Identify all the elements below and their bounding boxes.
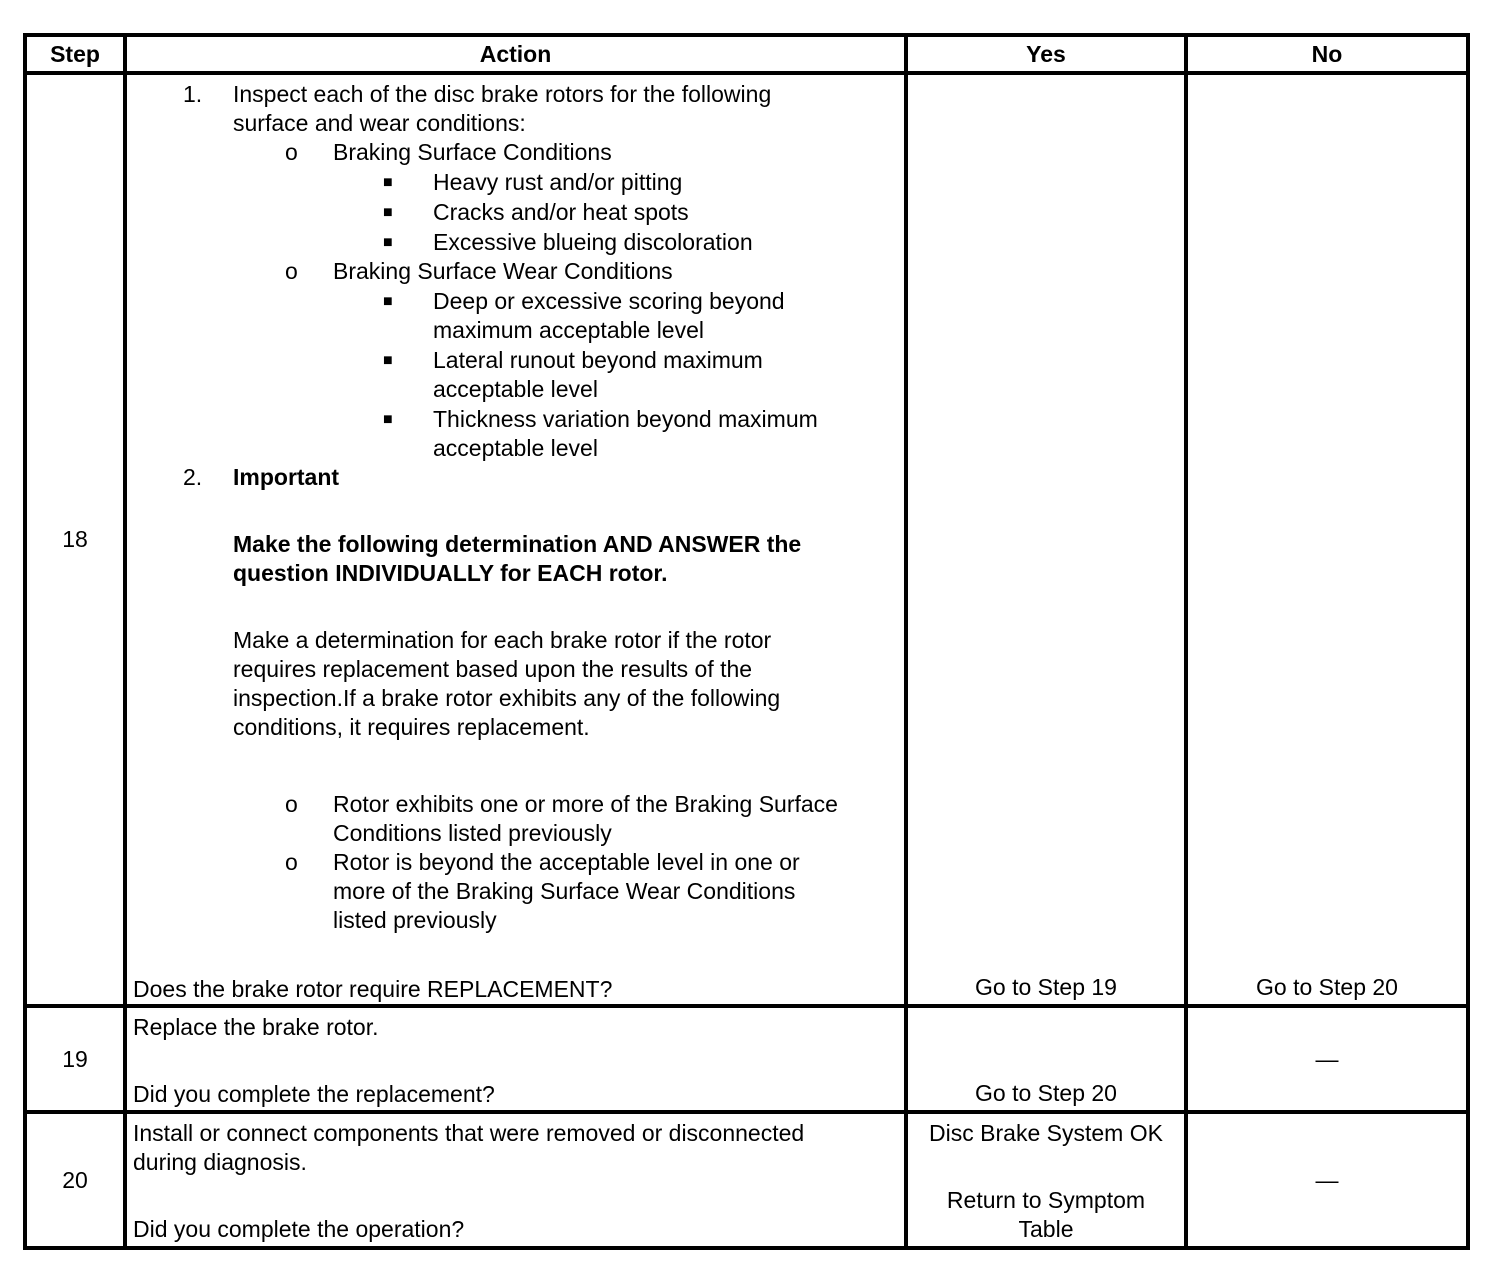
action-text: conditions, it requires replacement.: [233, 714, 590, 740]
square-bullet: ■: [383, 204, 393, 221]
list-item: more of the Braking Surface Wear Conditions: [333, 878, 796, 904]
step-number: 18: [25, 73, 125, 1006]
question-text: Does the brake rotor require REPLACEMENT?: [133, 976, 613, 1002]
square-bullet: ■: [383, 293, 393, 310]
list-item: acceptable level: [433, 435, 598, 461]
yes-text: Return to Symptom: [946, 1187, 1146, 1213]
list-item: Rotor is beyond the acceptable level in one or: [333, 849, 800, 875]
important-text: Make the following determination AND ANSWER the: [233, 531, 802, 557]
action-text: requires replacement based upon the results of the: [233, 656, 753, 682]
no-cell: Go to Step 20: [1186, 73, 1468, 1006]
yes-text: Disc Brake System OK: [929, 1120, 1163, 1146]
circle-bullet: o: [285, 258, 298, 284]
important-text: question INDIVIDUALLY for EACH rotor.: [233, 560, 668, 586]
square-bullet: ■: [383, 234, 393, 251]
no-cell: —: [1186, 1006, 1468, 1112]
list-item: Heavy rust and/or pitting: [433, 169, 683, 195]
important-label: Important: [233, 464, 340, 490]
question-text: Did you complete the replacement?: [133, 1081, 495, 1107]
list-item: Deep or excessive scoring beyond: [433, 288, 785, 314]
diagnostic-table: [23, 33, 1470, 1250]
action-text: Make a determination for each brake rotor if the rotor: [233, 627, 772, 653]
list-item: Braking Surface Wear Conditions: [333, 258, 673, 284]
list-number: 2.: [183, 464, 203, 490]
list-item: listed previously: [333, 907, 497, 933]
step-number: 19: [25, 1006, 125, 1112]
action-cell: [125, 1006, 906, 1112]
action-text: Inspect each of the disc brake rotors for the following: [233, 81, 772, 107]
header-no: No: [1186, 35, 1468, 73]
action-text: inspection.If a brake rotor exhibits any of the following: [233, 685, 781, 711]
yes-cell: Go to Step 19: [906, 73, 1186, 1006]
header-action: Action: [125, 35, 906, 73]
square-bullet: ■: [383, 411, 393, 428]
step-19-row: [25, 1006, 1468, 1112]
action-text: Replace the brake rotor.: [133, 1014, 379, 1040]
list-item: Thickness variation beyond maximum: [433, 406, 818, 432]
action-text: during diagnosis.: [133, 1149, 307, 1175]
list-item: Rotor exhibits one or more of the Braking Surface: [333, 791, 838, 817]
yes-cell: Go to Step 20: [906, 1006, 1186, 1112]
list-item: Cracks and/or heat spots: [433, 199, 689, 225]
action-cell: [125, 1112, 906, 1248]
question-text: Did you complete the operation?: [133, 1216, 465, 1242]
circle-bullet: o: [285, 849, 298, 875]
header-yes: Yes: [906, 35, 1186, 73]
list-item: Excessive blueing discoloration: [433, 229, 753, 255]
list-item: acceptable level: [433, 376, 598, 402]
list-item: Conditions listed previously: [333, 820, 612, 846]
step-number: 20: [25, 1112, 125, 1248]
list-item: Lateral runout beyond maximum: [433, 347, 763, 373]
square-bullet: ■: [383, 174, 393, 191]
yes-text: Table: [1018, 1216, 1074, 1242]
action-text: surface and wear conditions:: [233, 110, 526, 136]
yes-cell: [906, 1112, 1186, 1248]
header-step: Step: [25, 35, 125, 73]
action-cell: [125, 73, 906, 1006]
square-bullet: ■: [383, 352, 393, 369]
no-cell: —: [1186, 1112, 1468, 1248]
list-item: maximum acceptable level: [433, 317, 705, 343]
list-item: Braking Surface Conditions: [333, 139, 612, 165]
header-row: [25, 35, 1468, 73]
list-number: 1.: [183, 81, 203, 107]
circle-bullet: o: [285, 791, 298, 817]
circle-bullet: o: [285, 139, 298, 165]
action-text: Install or connect components that were removed or disconnected: [133, 1120, 805, 1146]
step-20-row: [25, 1112, 1468, 1248]
step-18-row: [25, 73, 1468, 1006]
